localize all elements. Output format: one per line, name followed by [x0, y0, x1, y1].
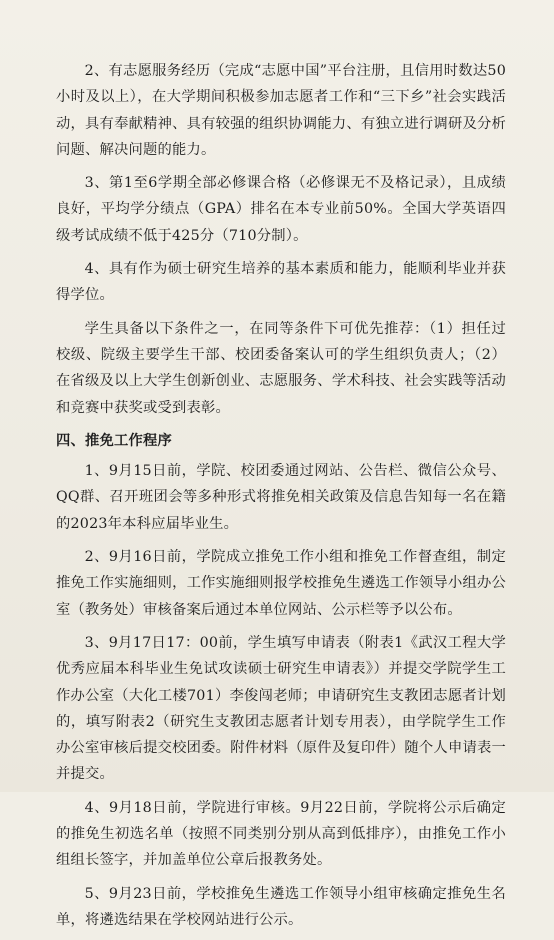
procedure-step-1: 1、9月15日前，学院、校团委通过网站、公告栏、微信公众号、QQ群、召开班团会等多种形式将推免相关政策及信息告知每一名在籍的2023年本科应届毕业生。	[56, 463, 506, 532]
paragraph-volunteer-experience: 2、有志愿服务经历（完成“志愿中国”平台注册，且信用时数达50小时及以上），在大学期间积极参加志愿者工作和“三下乡”社会实践活动，具有奉献精神、具有较强的组织协调能力、有独立进行调研及分析问题、解决问题的能力。	[56, 63, 506, 158]
procedure-step-4: 4、9月18日前，学院进行审核。9月22日前，学院将公示后确定的推免生初选名单（按照不同类别分别从高到低排序），由推免工作小组组长签字，并加盖单位公章后报教务处。	[56, 799, 506, 869]
procedure-step-3: 3、9月17日17：00前，学生填写申请表（附表1《武汉工程大学优秀应届本科毕业生免试攻读硕士研究生申请表》）并提交学院学生工作办公室（大化工楼701）李俊闯老师；申请研究生支教团志愿者计划的，填写附表2（研究生支教团志愿者计划专用表），由学院学生工作办公室审核后提交校团委。附件材料（原件及复印件）随个人申请表一并提交。	[56, 634, 506, 783]
section-heading-procedure: 四、推免工作程序	[56, 432, 172, 449]
procedure-step-5: 5、9月23日前，学校推免生遴选工作领导小组审核确定推免生名单，将遴选结果在学校网站进行公示。	[56, 885, 506, 928]
paragraph-grades-requirement: 3、第1至6学期全部必修课合格（必修课无不及格记录），且成绩良好，平均学分绩点（GPA）排名在本专业前50%。全国大学英语四级考试成绩不低于425分（710分制）。	[56, 175, 506, 244]
paragraph-priority-conditions: 学生具备以下条件之一，在同等条件下可优先推荐：（1）担任过校级、院级主要学生干部、校团委备案认可的学生组织负责人；（2）在省级及以上大学生创新创业、志愿服务、学术科技、社会实践等活动和竞赛中获奖或受到表彰。	[56, 320, 506, 416]
procedure-step-2: 2、9月16日前，学院成立推免工作小组和推免工作督查组，制定推免工作实施细则，工作实施细则报学校推免生遴选工作领导小组办公室（教务处）审核备案后通过本单位网站、公示栏等予以公布。	[56, 549, 506, 618]
document-body	[56, 58, 506, 940]
paragraph-basic-qualities: 4、具有作为硕士研究生培养的基本素质和能力，能顺利毕业并获得学位。	[56, 261, 506, 304]
